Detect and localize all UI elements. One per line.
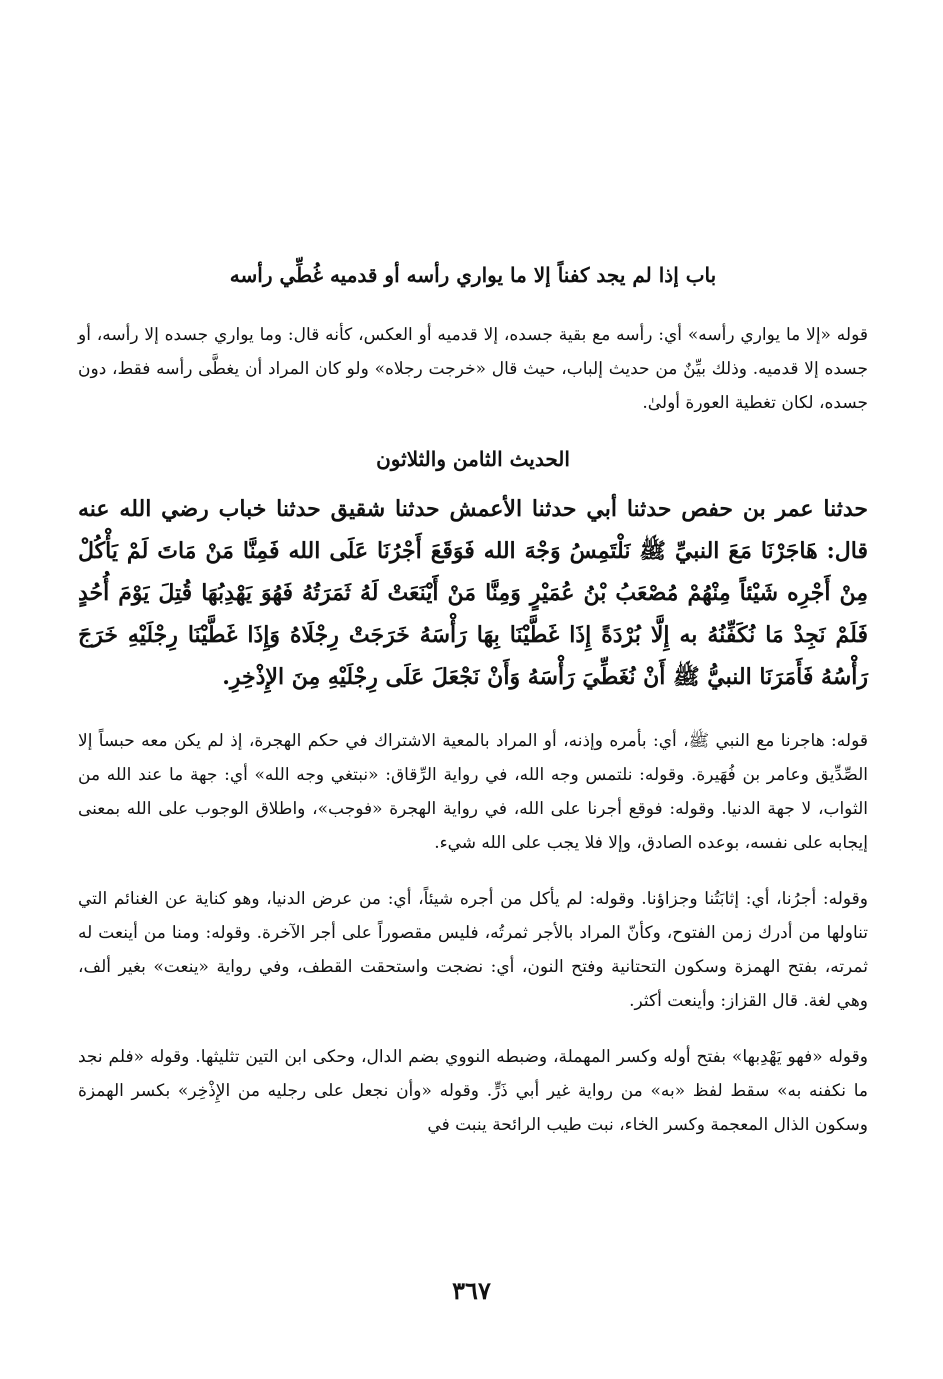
page-number: ٣٦٧ bbox=[452, 1276, 491, 1305]
commentary-block bbox=[78, 1040, 868, 1142]
page-content bbox=[78, 258, 868, 1164]
commentary-paragraph: وقوله «فهو يَهْدِبها» بفتح أوله وكسر المهملة، وضبطه النووي بضم الدال، وحكى ابن التين تثليثها. وقوله «فلم نجد ما نكفنه به» سقط لفظ «به» من رواية غير أبي ذَرٍّ. وقوله «وأن نجعل على رجليه من الإِذْخِر» بكسر الهمزة وسكون الذال المعجمة وكسر الخاء، نبت طيب الرائحة ينبت في bbox=[78, 1047, 868, 1135]
commentary-block bbox=[78, 882, 868, 1018]
commentary-paragraph: قوله «إلا ما يواري رأسه» أي: رأسه مع بقية جسده، إلا قدميه أو العكس، كأنه قال: وما يواري جسده إلا رأسه، أو جسده إلا قدميه. وذلك بيِّنٌ من حديث إلباب، حيث قال «خرجت رجلاه» ولو كان المراد أن يغطَّى رأسه فقط، دون جسده، لكان تغطية العورة أولىٰ. bbox=[78, 325, 868, 413]
commentary-paragraph: وقوله: أجرُنا، أي: إثابَتُنا وجزاؤنا. وقوله: لم يأكل من أجره شيئاً، أي: من عرض الدنيا، وهو كناية عن الغنائم التي تناولها من أدرك زمن الفتوح، وكأنّ المراد بالأجر ثمرتُه، فليس مقصوراً على أجر الآخرة. وقوله: ومنا من أينعت له ثمرته، بفتح الهمزة وسكون التحتانية وفتح النون، أي: نضجت واستحقت القطف، وفي رواية «ينعت» بغير ألف، وهي لغة. قال القزاز: وأينعت أكثر. bbox=[78, 889, 868, 1011]
commentary-block bbox=[78, 318, 868, 420]
commentary-paragraph: قوله: هاجرنا مع النبي ﷺ، أي: بأمره وإذنه، أو المراد بالمعية الاشتراك في حكم الهجرة، إذ لم يكن معه حبساً إلا الصِّدِّيق وعامر بن فُهَيرة. وقوله: نلتمس وجه الله، في رواية الرِّقاق: «نبتغي وجه الله» أي: جهة ما عند الله من الثواب، لا جهة الدنيا. وقوله: فوقع أجرنا على الله، في رواية الهجرة «فوجب»، واطلاق الوجوب على الله بمعنى إيجابه على نفسه، بوعده الصادق، وإلا فلا يجب على الله شيء. bbox=[78, 731, 868, 853]
hadith-text: حدثنا عمر بن حفص حدثنا أبي حدثنا الأعمش حدثنا شقيق حدثنا خباب رضي الله عنه قال: هَاجَرْنَا مَعَ النبيِّ ﷺ نَلْتَمِسُ وَجْهَ الله فَوَقَعَ أَجْرُنَا عَلَى الله فَمِنَّا مَنْ مَاتَ لَمْ يَأْكُلْ مِنْ أَجْرِه شَيْئاً مِنْهُمْ مُصْعَبُ بْنُ عُمَيْرٍ وَمِنَّا مَنْ أَيْنَعَتْ لَهُ ثَمَرَتُهُ فَهُوَ يَهْدِبُهَا قُتِلَ يَوْمَ أُحُدٍ فَلَمْ نَجِدْ مَا نُكَفِّنُهُ به إِلَّا بُرْدَةً إِذَا غَطَّيْنَا بِهَا رَأْسَهُ خَرَجَتْ رِجْلَاهُ وَإِذَا غَطَّيْنَا رِجْلَيْهِ خَرَجَ رَأْسُهُ فَأَمَرَنَا النبيُّ ﷺ أَنْ نُغَطِّيَ رَأْسَهُ وَأَنْ نَجْعَلَ عَلَى رِجْلَيْهِ مِنَ الإِذْخِرِ. bbox=[78, 496, 868, 690]
commentary-block bbox=[78, 724, 868, 860]
hadith-title: الحديث الثامن والثلاثون bbox=[376, 447, 570, 471]
chapter-title: باب إذا لم يجد كفناً إلا ما يواري رأسه أو قدميه غُطِّي رأسه bbox=[229, 263, 717, 287]
